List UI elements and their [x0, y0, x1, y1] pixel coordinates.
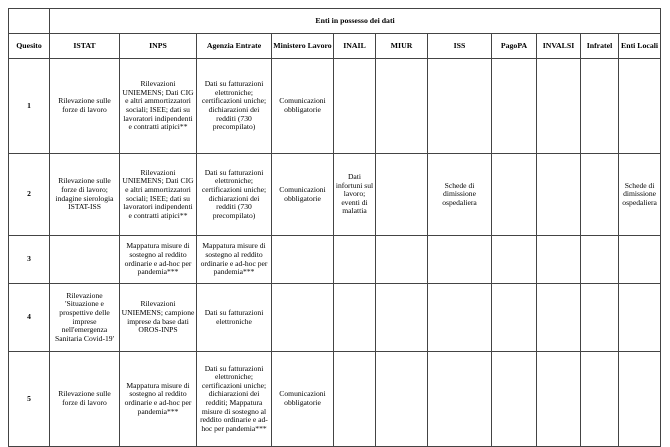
- column-header-row: [9, 34, 661, 59]
- quesito-cell: 2: [9, 154, 50, 236]
- inps-cell: Rilevazioni UNIEMENS; campione imprese da base dati OROS-INPS: [120, 284, 197, 352]
- istat-cell: [50, 236, 120, 284]
- enti-locali-cell: [619, 59, 661, 154]
- iss-cell: [428, 59, 492, 154]
- inps-cell: Mappatura misure di sostegno al reddito ordinarie e ad-hoc per pandemia***: [120, 236, 197, 284]
- miur-cell: [376, 284, 428, 352]
- istat-cell: Rilevazione sulle forze di lavoro: [50, 59, 120, 154]
- miur-cell: [376, 236, 428, 284]
- enti-locali-cell: [619, 352, 661, 447]
- inail-cell: [334, 352, 376, 447]
- invalsi-cell: [537, 236, 581, 284]
- iss-cell: [428, 236, 492, 284]
- infratel-cell: [581, 352, 619, 447]
- group-title: Enti in possesso dei dati: [50, 9, 661, 34]
- agenzia-entrate-cell: Dati su fatturazioni elettroniche; certificazioni uniche; dichiarazioni dei redditi (730 precompilato): [197, 154, 272, 236]
- miur-cell: [376, 154, 428, 236]
- quesito-cell: 3: [9, 236, 50, 284]
- ministero-lavoro-cell: [272, 236, 334, 284]
- infratel-cell: [581, 236, 619, 284]
- col-infratel: Infratel: [581, 34, 619, 59]
- istat-cell: Rilevazione sulle forze di lavoro; indagine sierologia ISTAT-ISS: [50, 154, 120, 236]
- col-enti-locali: Enti Locali: [619, 34, 661, 59]
- iss-cell: [428, 352, 492, 447]
- iss-cell: [428, 284, 492, 352]
- miur-cell: [376, 59, 428, 154]
- col-miur: MIUR: [376, 34, 428, 59]
- pagopa-cell: [492, 236, 537, 284]
- ministero-lavoro-cell: [272, 284, 334, 352]
- pagopa-cell: [492, 352, 537, 447]
- agenzia-entrate-cell: Dati su fatturazioni elettroniche; certificazioni uniche; dichiarazioni dei redditi; Mappatura misure di sostegno al reddito ordinarie e ad-hoc per pandemia***: [197, 352, 272, 447]
- iss-cell: Schede di dimissione ospedaliera: [428, 154, 492, 236]
- ministero-lavoro-cell: Comunicazioni obbligatorie: [272, 352, 334, 447]
- inps-cell: Rilevazioni UNIEMENS; Dati CIG e altri ammortizzatori sociali; ISEE; dati su lavoratori indipendenti e contratti atipici**: [120, 154, 197, 236]
- inail-cell: [334, 59, 376, 154]
- invalsi-cell: [537, 352, 581, 447]
- infratel-cell: [581, 284, 619, 352]
- table-row: [9, 236, 661, 284]
- invalsi-cell: [537, 154, 581, 236]
- enti-locali-cell: [619, 236, 661, 284]
- table-row: [9, 284, 661, 352]
- infratel-cell: [581, 59, 619, 154]
- agenzia-entrate-cell: Dati su fatturazioni elettroniche; certificazioni uniche; dichiarazioni dei redditi (730 precompilato): [197, 59, 272, 154]
- infratel-cell: [581, 154, 619, 236]
- table-row: [9, 154, 661, 236]
- agenzia-entrate-cell: Dati su fatturazioni elettroniche: [197, 284, 272, 352]
- istat-cell: Rilevazione 'Situazione e prospettive delle imprese nell'emergenza Sanitaria Covid-19': [50, 284, 120, 352]
- col-ministero-lavoro: Ministero Lavoro: [272, 34, 334, 59]
- col-inail: INAIL: [334, 34, 376, 59]
- quesito-cell: 4: [9, 284, 50, 352]
- corner-cell: [9, 9, 50, 34]
- miur-cell: [376, 352, 428, 447]
- data-sources-table: [8, 8, 661, 447]
- col-quesito: Quesito: [9, 34, 50, 59]
- quesito-cell: 5: [9, 352, 50, 447]
- pagopa-cell: [492, 284, 537, 352]
- table-row: [9, 59, 661, 154]
- istat-cell: Rilevazione sulle forze di lavoro: [50, 352, 120, 447]
- col-agenzia-entrate: Agenzia Entrate: [197, 34, 272, 59]
- agenzia-entrate-cell: Mappatura misure di sostegno al reddito ordinarie e ad-hoc per pandemia***: [197, 236, 272, 284]
- pagopa-cell: [492, 59, 537, 154]
- pagopa-cell: [492, 154, 537, 236]
- ministero-lavoro-cell: Comunicazioni obbligatorie: [272, 154, 334, 236]
- col-istat: ISTAT: [50, 34, 120, 59]
- inail-cell: [334, 284, 376, 352]
- table-row: [9, 352, 661, 447]
- inps-cell: Rilevazioni UNIEMENS; Dati CIG e altri ammortizzatori sociali; ISEE; dati su lavoratori indipendenti e contratti atipici**: [120, 59, 197, 154]
- enti-locali-cell: Schede di dimissione ospedaliera: [619, 154, 661, 236]
- invalsi-cell: [537, 59, 581, 154]
- col-inps: INPS: [120, 34, 197, 59]
- col-iss: ISS: [428, 34, 492, 59]
- col-invalsi: INVALSI: [537, 34, 581, 59]
- col-pagopa: PagoPA: [492, 34, 537, 59]
- inail-cell: [334, 236, 376, 284]
- inps-cell: Mappatura misure di sostegno al reddito ordinarie e ad-hoc per pandemia***: [120, 352, 197, 447]
- quesito-cell: 1: [9, 59, 50, 154]
- group-header-row: [9, 9, 661, 34]
- inail-cell: Dati infortuni sul lavoro; eventi di malattia: [334, 154, 376, 236]
- enti-locali-cell: [619, 284, 661, 352]
- invalsi-cell: [537, 284, 581, 352]
- ministero-lavoro-cell: Comunicazioni obbligatorie: [272, 59, 334, 154]
